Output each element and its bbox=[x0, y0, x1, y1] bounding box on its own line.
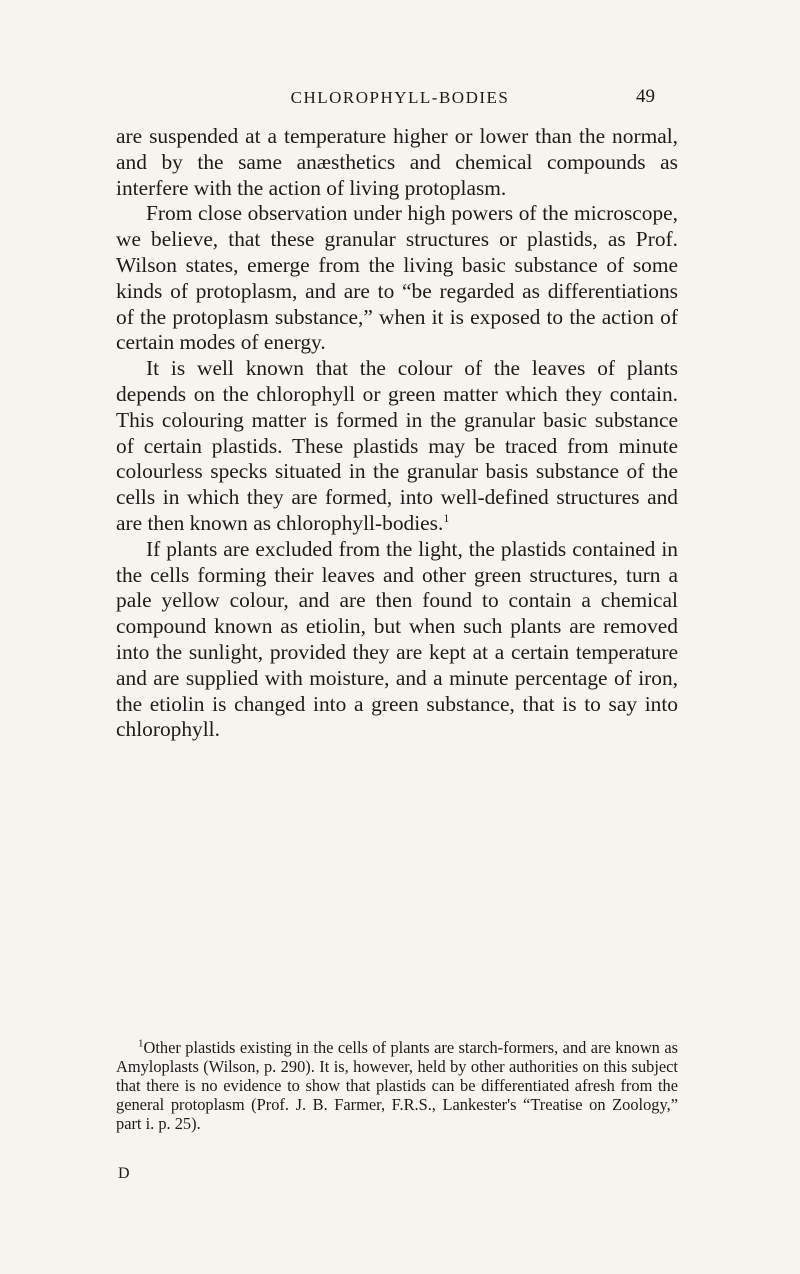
footnote-marker: 1 bbox=[138, 1037, 144, 1050]
paragraph-text: If plants are excluded from the light, the plastids contained in the cells forming their leaves and other green structures, turn a pale yellow colour, and are then found to contain a chemical compound known as etiolin, but when such plants are removed into the sunlight, provided they are kept at a certain temperature and are supplied with moisture, and a minute percentage of iron, the etiolin is changed into a green substance, that is to say into chlorophyll. bbox=[116, 536, 678, 742]
footnote-reference: 1 bbox=[443, 510, 450, 525]
signature-mark: D bbox=[118, 1165, 130, 1182]
page-number: 49 bbox=[636, 86, 655, 107]
paragraph bbox=[116, 537, 678, 743]
footnote bbox=[116, 1039, 678, 1134]
paragraph-text: It is well known that the colour of the leaves of plants depends on the chlorophyll or green matter which they contain. This colouring matter is formed in the granular basic substance of certain plastids. These plastids may be traced from minute colourless specks situated in the granular basis substance of the cells in which they are formed, into well-defined structures and are then known as chlorophyll-bodies. bbox=[116, 356, 678, 535]
running-title: CHLOROPHYLL-BODIES bbox=[290, 88, 510, 107]
paragraph bbox=[116, 201, 678, 356]
footnote-paragraph bbox=[116, 1039, 678, 1134]
paragraph-text: From close observation under high powers of the microscope, we believe, that these granular structures or plastids, as Prof. Wilson states, emerge from the living basic substance of some kinds of protoplasm, and are to “be regarded as differentiations of the protoplasm substance,” when it is exposed to the action of certain modes of energy. bbox=[116, 201, 678, 355]
paragraph bbox=[116, 356, 678, 537]
paragraph-text: are suspended at a temperature higher or lower than the normal, and by the same anæsthetics and chemical compounds as interfere with the action of living protoplasm. bbox=[116, 124, 678, 200]
paragraph bbox=[116, 124, 678, 201]
footnote-text: Other plastids existing in the cells of plants are starch-formers, and are known as Amyloplasts (Wilson, p. 290). It is, however, held by other authorities on this subject that there is no evidence to show that plastids can be differentiated afresh from the general protoplasm (Prof. J. B. Farmer, F.R.S., Lankester's “Treatise on Zoology,” part i. p. 25). bbox=[116, 1038, 678, 1133]
body-text bbox=[116, 124, 678, 743]
